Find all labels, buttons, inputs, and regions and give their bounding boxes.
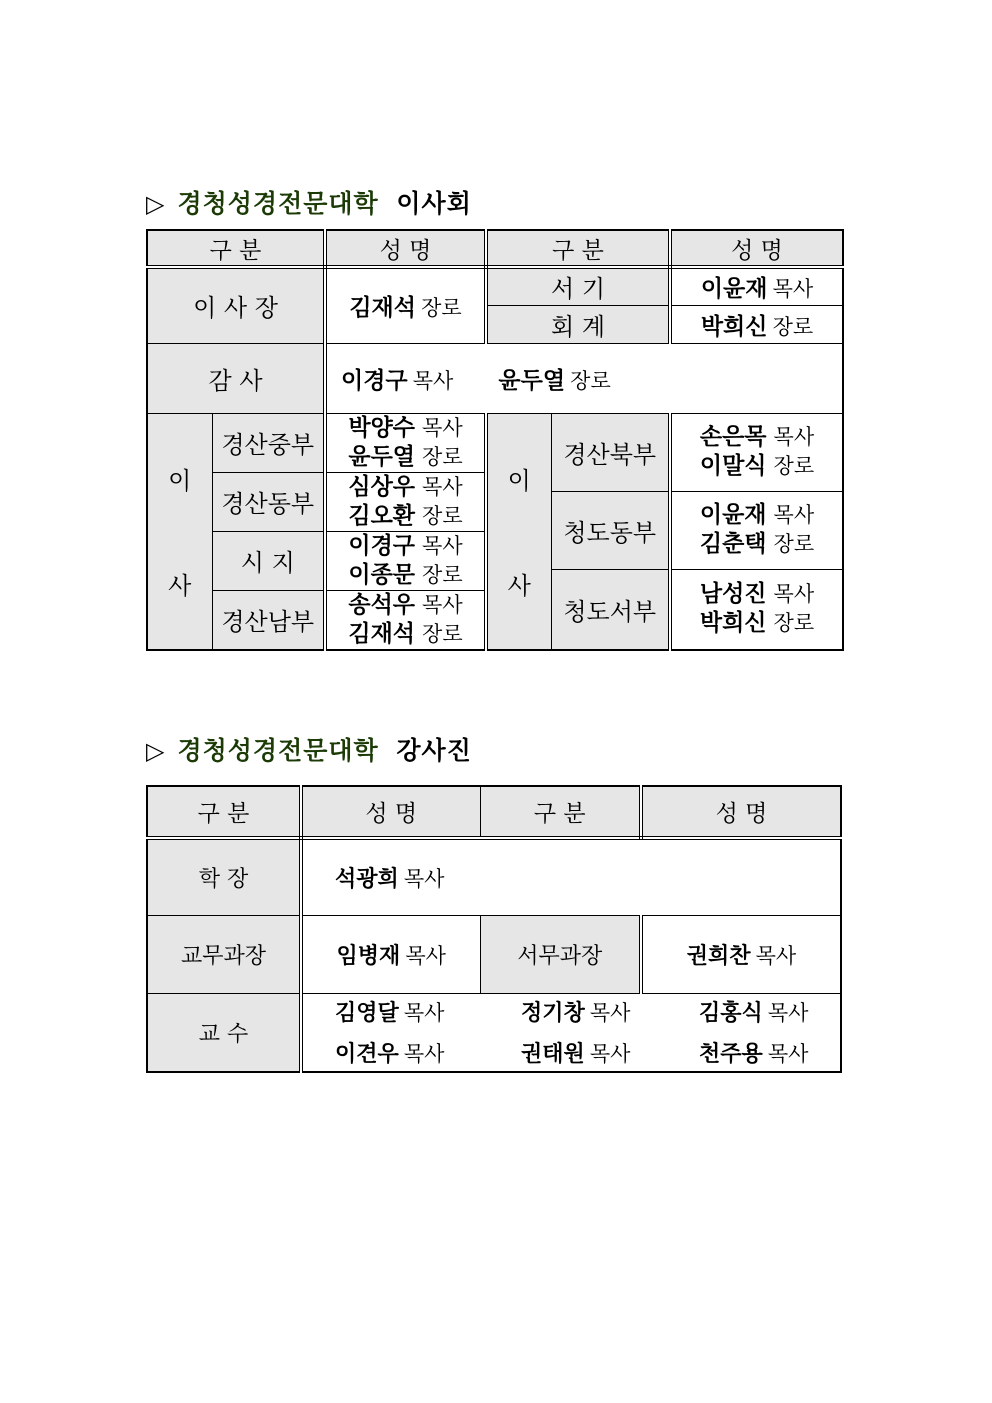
member-name: 이말식: [699, 453, 767, 479]
group-members-gyeongsan-nambu: [325, 590, 486, 650]
professor-title: 목사: [767, 1001, 809, 1026]
member-title: 장로: [422, 562, 463, 587]
member-title: 장로: [422, 444, 463, 469]
treasurer-cell: [670, 305, 843, 343]
professor-title: 목사: [403, 1042, 445, 1067]
professor-6: [695, 1037, 841, 1068]
group-members-gyeongsan-dongbu: [325, 472, 486, 531]
chair-title: 장로: [421, 296, 462, 321]
chair-cell: [325, 267, 486, 343]
faculty-table: [146, 785, 842, 1073]
auditor-name-1: 이경구: [341, 367, 408, 394]
professor-name: 권태원: [521, 1042, 585, 1068]
professor-name: 김영달: [335, 1001, 399, 1027]
professor-5: [515, 1037, 695, 1068]
chair-label: 이 사 장: [147, 267, 325, 343]
academic-affairs-name: 임병재: [336, 943, 401, 969]
general-affairs-name: 권희찬: [686, 943, 751, 969]
directors-label-left-bottom: 사: [168, 572, 192, 600]
president-title: 목사: [403, 866, 445, 891]
group-label-gyeongsan-bukbu: 경산북부: [551, 413, 670, 491]
member-title: 목사: [422, 474, 463, 499]
professors-label: 교 수: [147, 993, 301, 1072]
member-title: 장로: [773, 454, 815, 478]
member-name: 김재석: [348, 620, 416, 647]
group-members-siji: [325, 531, 486, 590]
faculty-header-category-right: 구 분: [480, 786, 641, 838]
board-header-category-left: 구 분: [147, 230, 325, 267]
auditor-cell: [325, 343, 843, 413]
professor-1: [335, 996, 515, 1027]
faculty-header-name-right: 성 명: [641, 786, 841, 838]
faculty-header-name-left: 성 명: [301, 786, 480, 838]
group-label-cheongdo-seobu: 청도서부: [551, 569, 670, 650]
member-title: 목사: [773, 425, 815, 449]
board-header-name-right: 성 명: [670, 230, 843, 267]
member-title: 목사: [773, 503, 815, 527]
member-name: 윤두열: [348, 443, 416, 470]
professor-title: 목사: [403, 1001, 445, 1026]
professor-title: 목사: [589, 1042, 631, 1067]
group-members-gyeongsan-jungbu: [325, 413, 486, 472]
member-name: 이경구: [348, 532, 416, 559]
professor-name: 이견우: [335, 1042, 399, 1068]
member-title: 목사: [422, 533, 463, 558]
auditor-title-1: 목사: [412, 368, 454, 393]
treasurer-label: 회 계: [486, 305, 670, 343]
auditor-title-2: 장로: [570, 368, 611, 393]
professor-name: 정기창: [521, 1001, 585, 1027]
auditor-label: 감 사: [147, 343, 325, 413]
member-name: 박양수: [348, 414, 416, 441]
board-heading-suffix: 이사회: [396, 189, 472, 218]
professor-title: 목사: [767, 1042, 809, 1067]
member-name: 김오환: [348, 502, 416, 529]
professor-title: 목사: [589, 1001, 631, 1026]
directors-label-left-top: 이: [168, 467, 192, 495]
member-title: 목사: [773, 582, 815, 606]
member-name: 남성진: [699, 581, 767, 607]
general-affairs-title: 목사: [755, 943, 797, 968]
member-name: 박희신: [699, 610, 767, 636]
professor-name: 천주용: [699, 1042, 763, 1068]
secretary-label: 서 기: [486, 267, 670, 305]
president-name: 석광희: [335, 866, 399, 892]
board-header-category-right: 구 분: [486, 230, 670, 267]
directors-label-right-bottom: 사: [507, 572, 531, 600]
professors-cell: [301, 993, 841, 1072]
professor-name: 김홍식: [699, 1001, 763, 1027]
triangle-marker-icon: ▷: [146, 737, 166, 765]
secretary-name: 이윤재: [700, 276, 768, 303]
member-title: 장로: [773, 611, 815, 635]
member-name: 심상우: [348, 473, 416, 500]
member-name: 송석우: [348, 591, 416, 618]
triangle-marker-icon: ▷: [146, 190, 166, 218]
group-label-gyeongsan-jungbu: 경산중부: [212, 413, 325, 472]
member-name: 손은목: [699, 424, 767, 450]
group-label-siji: 시 지: [212, 531, 325, 590]
professor-3: [695, 996, 841, 1027]
professor-2: [515, 996, 695, 1027]
president-cell: [301, 838, 841, 915]
auditor-name-2: 윤두열: [498, 367, 566, 394]
secretary-cell: [670, 267, 843, 305]
member-name: 이윤재: [699, 502, 767, 528]
board-heading-school: 경청성경전문대학: [177, 189, 379, 218]
board-heading: [146, 184, 472, 220]
member-name: 김춘택: [699, 531, 767, 557]
general-affairs-label: 서무과장: [480, 915, 641, 993]
board-table: [146, 229, 844, 651]
group-label-cheongdo-dongbu: 청도동부: [551, 491, 670, 569]
group-members-gyeongsan-bukbu: [670, 413, 843, 491]
academic-affairs-cell: [301, 915, 480, 993]
treasurer-name: 박희신: [700, 313, 768, 340]
directors-label-left: [147, 413, 212, 650]
member-title: 장로: [422, 503, 463, 528]
group-members-cheongdo-dongbu: [670, 491, 843, 569]
member-title: 목사: [422, 592, 463, 617]
member-title: 목사: [422, 415, 463, 440]
academic-affairs-title: 목사: [405, 943, 446, 968]
secretary-title: 목사: [772, 277, 814, 302]
general-affairs-cell: [641, 915, 841, 993]
member-title: 장로: [773, 532, 815, 556]
member-title: 장로: [422, 621, 463, 646]
member-name: 이종문: [348, 561, 416, 588]
group-label-gyeongsan-dongbu: 경산동부: [212, 472, 325, 531]
president-label: 학 장: [147, 838, 301, 915]
faculty-header-category-left: 구 분: [147, 786, 301, 838]
board-header-name-left: 성 명: [325, 230, 486, 267]
directors-label-right: [486, 413, 551, 650]
faculty-heading-school: 경청성경전문대학: [177, 736, 379, 765]
chair-name: 김재석: [349, 295, 416, 322]
treasurer-title: 장로: [772, 314, 814, 339]
faculty-heading: [146, 731, 472, 767]
academic-affairs-label: 교무과장: [147, 915, 301, 993]
group-members-cheongdo-seobu: [670, 569, 843, 650]
faculty-heading-suffix: 강사진: [396, 736, 472, 765]
professor-4: [335, 1037, 515, 1068]
group-label-gyeongsan-nambu: 경산남부: [212, 590, 325, 650]
directors-label-right-top: 이: [507, 467, 531, 495]
